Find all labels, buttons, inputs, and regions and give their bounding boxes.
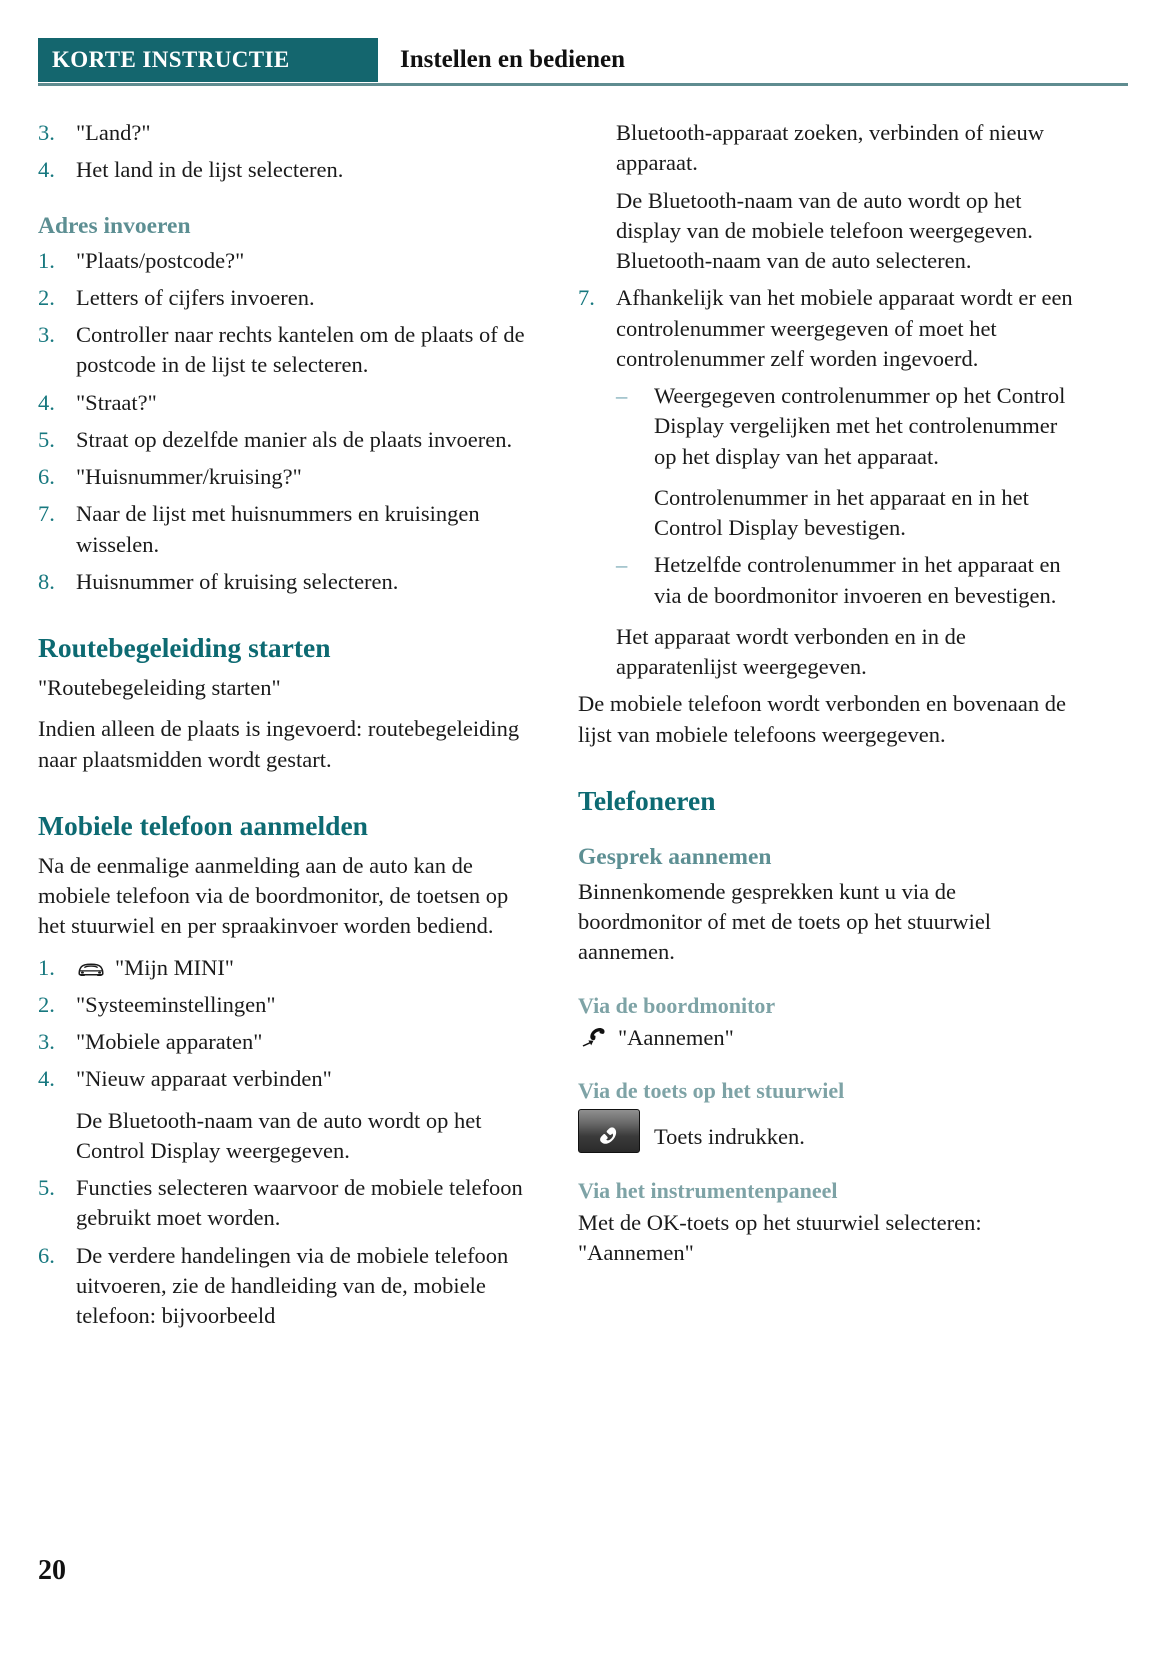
list-item-label: "Mijn MINI" xyxy=(115,954,234,980)
list-item-number: 3. xyxy=(38,120,55,145)
heading-telefoneren: Telefoneren xyxy=(578,784,716,816)
route-description-text: Indien alleen de plaats is ingevoerd: routebegeleiding naar plaatsmidden wordt gestart. xyxy=(38,716,520,772)
list-item-number: 4. xyxy=(38,389,55,415)
list-item-number: 2. xyxy=(38,284,55,310)
nested-list-item xyxy=(616,381,1075,543)
list-item-text: Straat op dezelfde manier als de plaats invoeren. xyxy=(76,426,513,452)
list-item-text: Naar de lijst met huisnummers en kruisingen wisselen. xyxy=(76,501,480,557)
list-item-text: "Land?" xyxy=(76,120,151,145)
phone-intro-text: Na de eenmalige aanmelding aan de auto kan de mobiele telefoon via de boordmonitor, de toetsen op het stuurwiel en per spraakinvoer worden bediend. xyxy=(38,852,509,939)
via-instrumentenpaneel-text: Met de OK-toets op het stuurwiel selecteren: "Aannemen" xyxy=(578,1210,982,1266)
after-nested-text: Het apparaat wordt verbonden en in de apparatenlijst weergegeven. xyxy=(616,623,966,679)
list-item-text: Het land in de lijst selecteren. xyxy=(76,157,344,183)
nested-list-item-text xyxy=(654,381,1075,543)
nested-list-item xyxy=(616,550,1075,611)
list-item-text: Functies selecteren waarvoor de mobiele telefoon gebruikt moet worden. xyxy=(76,1175,523,1231)
list-item xyxy=(38,155,535,185)
header-divider xyxy=(38,83,1128,86)
via-stuurwiel-row xyxy=(578,1109,1075,1153)
car-front-icon xyxy=(76,957,106,977)
heading-adres-invoeren: Adres invoeren xyxy=(38,212,191,239)
list-item-text-with-icon xyxy=(76,953,535,983)
list-item-text: "Huisnummer/kruising?" xyxy=(76,464,302,490)
list-item-label: "Nieuw apparaat verbinden" xyxy=(76,1066,332,1092)
list-item xyxy=(38,1064,535,1166)
list-item-text: Controller naar rechts kantelen om de plaats of de postcode in de lijst te selecteren. xyxy=(76,322,525,378)
continuation-text-b: De Bluetooth-naam van de auto wordt op het display van de mobiele telefoon weergegeven. Bluetooth-naam van de auto selecteren. xyxy=(616,187,1033,273)
list-item-text: "Plaats/postcode?" xyxy=(76,247,245,273)
list-item xyxy=(38,567,535,597)
list-item-number: 7. xyxy=(38,501,55,527)
list-item-number: 4. xyxy=(38,157,55,183)
page-number: 20 xyxy=(38,1555,66,1586)
heading-routebegeleiding-starten: Routebegeleiding starten xyxy=(38,632,331,664)
list-item-text: "Straat?" xyxy=(76,389,157,415)
via-boordmonitor-row xyxy=(578,1023,1075,1053)
list-item-number: 1. xyxy=(38,954,55,980)
via-boordmonitor-command: "Aannemen" xyxy=(618,1025,734,1051)
gesprek-description: Binnenkomende gesprekken kunt u via de boordmonitor of met de toets op het stuurwiel aannemen. xyxy=(578,878,992,965)
heading-via-de-toets-op-het-stuurwiel: Via de toets op het stuurwiel xyxy=(578,1078,845,1104)
list-item xyxy=(38,1027,535,1057)
list-item xyxy=(578,283,1075,682)
list-item-number: 7. xyxy=(578,285,595,311)
list-item-number: 3. xyxy=(38,322,55,348)
list-item-text: De verdere handelingen via de mobiele telefoon uitvoeren, zie de handleiding van de, mobiele telefoon: bijvoorbeeld xyxy=(76,1242,509,1329)
list-item-number: 4. xyxy=(38,1066,55,1092)
list-item-label: Afhankelijk van het mobiele apparaat wordt er een controlenummer weergegeven of moet het controlenummer zelf worden ingevoerd. xyxy=(616,285,1073,371)
list-item-text xyxy=(76,1064,535,1166)
list-item xyxy=(38,990,535,1020)
list-item xyxy=(38,283,535,313)
right-column xyxy=(578,118,1075,1280)
nested-list-item-extra: Controlenummer in het apparaat en in het Control Display bevestigen. xyxy=(654,484,1029,540)
phone-button-icon[interactable] xyxy=(578,1109,640,1153)
list-item-number: 6. xyxy=(38,1242,55,1268)
list-item-text: "Systeeminstellingen" xyxy=(76,991,276,1017)
list-item xyxy=(38,425,535,455)
list-item-number: 5. xyxy=(38,1175,55,1201)
closing-paragraph: De mobiele telefoon wordt verbonden en bovenaan de lijst van mobiele telefoons weergegeven. xyxy=(578,691,1066,747)
heading-gesprek-aannemen: Gesprek aannemen xyxy=(578,843,772,870)
phone-answer-icon xyxy=(578,1026,608,1050)
list-item-text: Letters of cijfers invoeren. xyxy=(76,284,315,310)
dash-bullet-icon: – xyxy=(616,552,628,578)
continuation-text-a: Bluetooth-apparaat zoeken, verbinden of nieuw apparaat. xyxy=(616,120,1044,176)
heading-mobiele-telefoon-aanmelden: Mobiele telefoon aanmelden xyxy=(38,809,368,841)
header-section-tag: KORTE INSTRUCTIE xyxy=(38,38,378,82)
list-item xyxy=(38,118,535,148)
dash-bullet-icon: – xyxy=(616,383,628,408)
list-item-number: 5. xyxy=(38,426,55,452)
nested-list xyxy=(616,381,1075,611)
list-item-number: 3. xyxy=(38,1029,55,1055)
list-item xyxy=(38,246,535,276)
left-column xyxy=(38,118,535,1338)
list-item-number: 6. xyxy=(38,464,55,490)
list-item xyxy=(38,320,535,381)
list-item-text xyxy=(616,283,1075,682)
list-item-number: 2. xyxy=(38,991,55,1017)
list-item-number: 8. xyxy=(38,568,55,594)
list-item-text: "Mobiele apparaten" xyxy=(76,1029,263,1055)
list-item-number: 1. xyxy=(38,247,55,273)
list-item xyxy=(38,953,535,983)
page-title: Instellen en bedienen xyxy=(400,46,626,73)
nested-list-item-label: Weergegeven controlenummer op het Control Display vergelijken met het controlenummer op het display van het apparaat. xyxy=(654,383,1066,469)
route-command-text: "Routebegeleiding starten" xyxy=(38,675,281,701)
list-item xyxy=(38,462,535,492)
via-stuurwiel-instruction: Toets indrukken. xyxy=(654,1123,805,1149)
heading-via-het-instrumentenpaneel: Via het instrumentenpaneel xyxy=(578,1177,838,1203)
list-item xyxy=(38,1241,535,1332)
list-item-subtext: De Bluetooth-naam van de auto wordt op het Control Display weergegeven. xyxy=(76,1107,482,1163)
nested-list-item-text: Hetzelfde controlenummer in het apparaat en via de boordmonitor invoeren en bevestigen. xyxy=(654,552,1061,608)
heading-via-de-boordmonitor: Via de boordmonitor xyxy=(578,992,776,1018)
list-item-text: Huisnummer of kruising selecteren. xyxy=(76,568,399,594)
list-item xyxy=(38,499,535,560)
list-item xyxy=(38,388,535,418)
list-item xyxy=(38,1173,535,1234)
page-header xyxy=(38,38,1127,82)
